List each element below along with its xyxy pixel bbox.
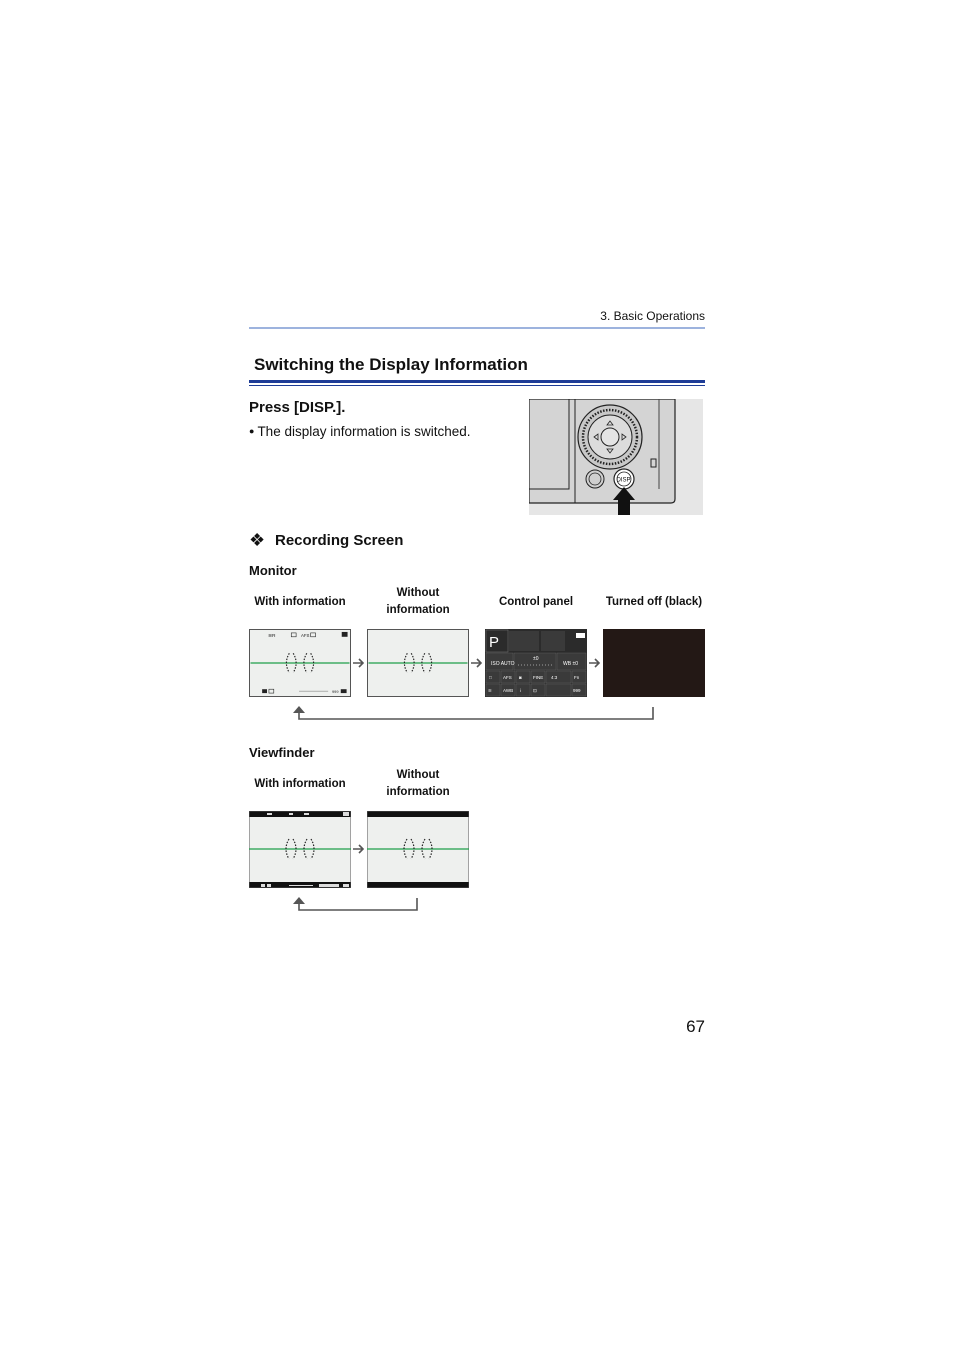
viewfinder-screen-with-info — [249, 811, 351, 888]
viewfinder-label: Viewfinder — [249, 745, 315, 760]
monitor-screen-without-info — [367, 629, 469, 697]
monitor-af-label: AFS — [300, 632, 310, 638]
cp-shots: 999 — [573, 688, 581, 693]
arrow-right-icon — [588, 656, 602, 670]
header-rule — [249, 327, 705, 329]
monitor-screen-with-info — [249, 629, 351, 697]
vf-caption-without-line2: information — [386, 786, 450, 798]
disp-button-label: DISP. — [616, 477, 632, 484]
subsection-title: Recording Screen — [275, 532, 404, 549]
cp-awb: AWB — [503, 688, 514, 693]
control-panel-iso: ISO AUTO — [491, 661, 515, 667]
cp-aspect: 4:3 — [551, 675, 558, 680]
vf-caption-without-information — [367, 767, 469, 801]
section-title: Switching the Display Information — [254, 355, 528, 374]
cp-stabilizer: i — [520, 688, 521, 693]
vf-caption-without-line1: Without — [396, 769, 440, 781]
caption-without-line2: information — [386, 604, 450, 616]
camera-back-illustration — [529, 399, 703, 515]
caption-with-information: With information — [254, 596, 346, 608]
cp-metering: ◙ — [519, 675, 522, 680]
caption-turned-off: Turned off (black) — [605, 596, 703, 608]
title-rule — [249, 380, 705, 383]
monitor-shots-remaining: 999 — [332, 689, 339, 695]
monitor-screen-control-panel — [485, 629, 587, 697]
step-title: Press [DISP.]. — [249, 399, 346, 416]
title-rule-thin — [249, 385, 705, 386]
chapter-label: 3. Basic Operations — [600, 309, 705, 323]
control-panel-exposure: ±0 — [533, 656, 539, 662]
cp-photo-style: ≋ — [488, 688, 492, 693]
page-number: 67 — [686, 1017, 705, 1036]
bullet-item — [249, 424, 471, 439]
arrow-right-icon — [352, 656, 366, 670]
control-panel-wb: WB ±0 — [563, 661, 578, 667]
arrow-right-icon — [352, 842, 366, 856]
vf-caption-with-information: With information — [254, 778, 346, 790]
return-arrow-icon — [290, 896, 422, 914]
bullet-text: The display information is switched. — [257, 424, 471, 439]
return-arrow-icon — [290, 705, 658, 723]
diamond-bullet-icon: ❖ — [249, 530, 266, 550]
monitor-label: Monitor — [249, 563, 297, 578]
caption-without-line1: Without — [396, 587, 440, 599]
viewfinder-screen-without-info — [367, 811, 469, 888]
arrow-right-icon — [470, 656, 484, 670]
cp-af-mode: AFS — [503, 675, 512, 680]
cp-drive-mode: □ — [489, 675, 492, 680]
cp-quality: FINE — [533, 675, 544, 680]
control-panel-mode: P — [489, 634, 500, 651]
caption-without-information — [367, 585, 469, 619]
cp-card: ⊡ — [533, 688, 537, 693]
bullet-icon: ● — [249, 426, 255, 436]
monitor-top-left-icon: ≋R — [267, 633, 276, 639]
monitor-screen-turned-off — [603, 629, 705, 697]
cp-fn: Fn — [574, 675, 580, 680]
caption-control-panel: Control panel — [498, 596, 574, 608]
